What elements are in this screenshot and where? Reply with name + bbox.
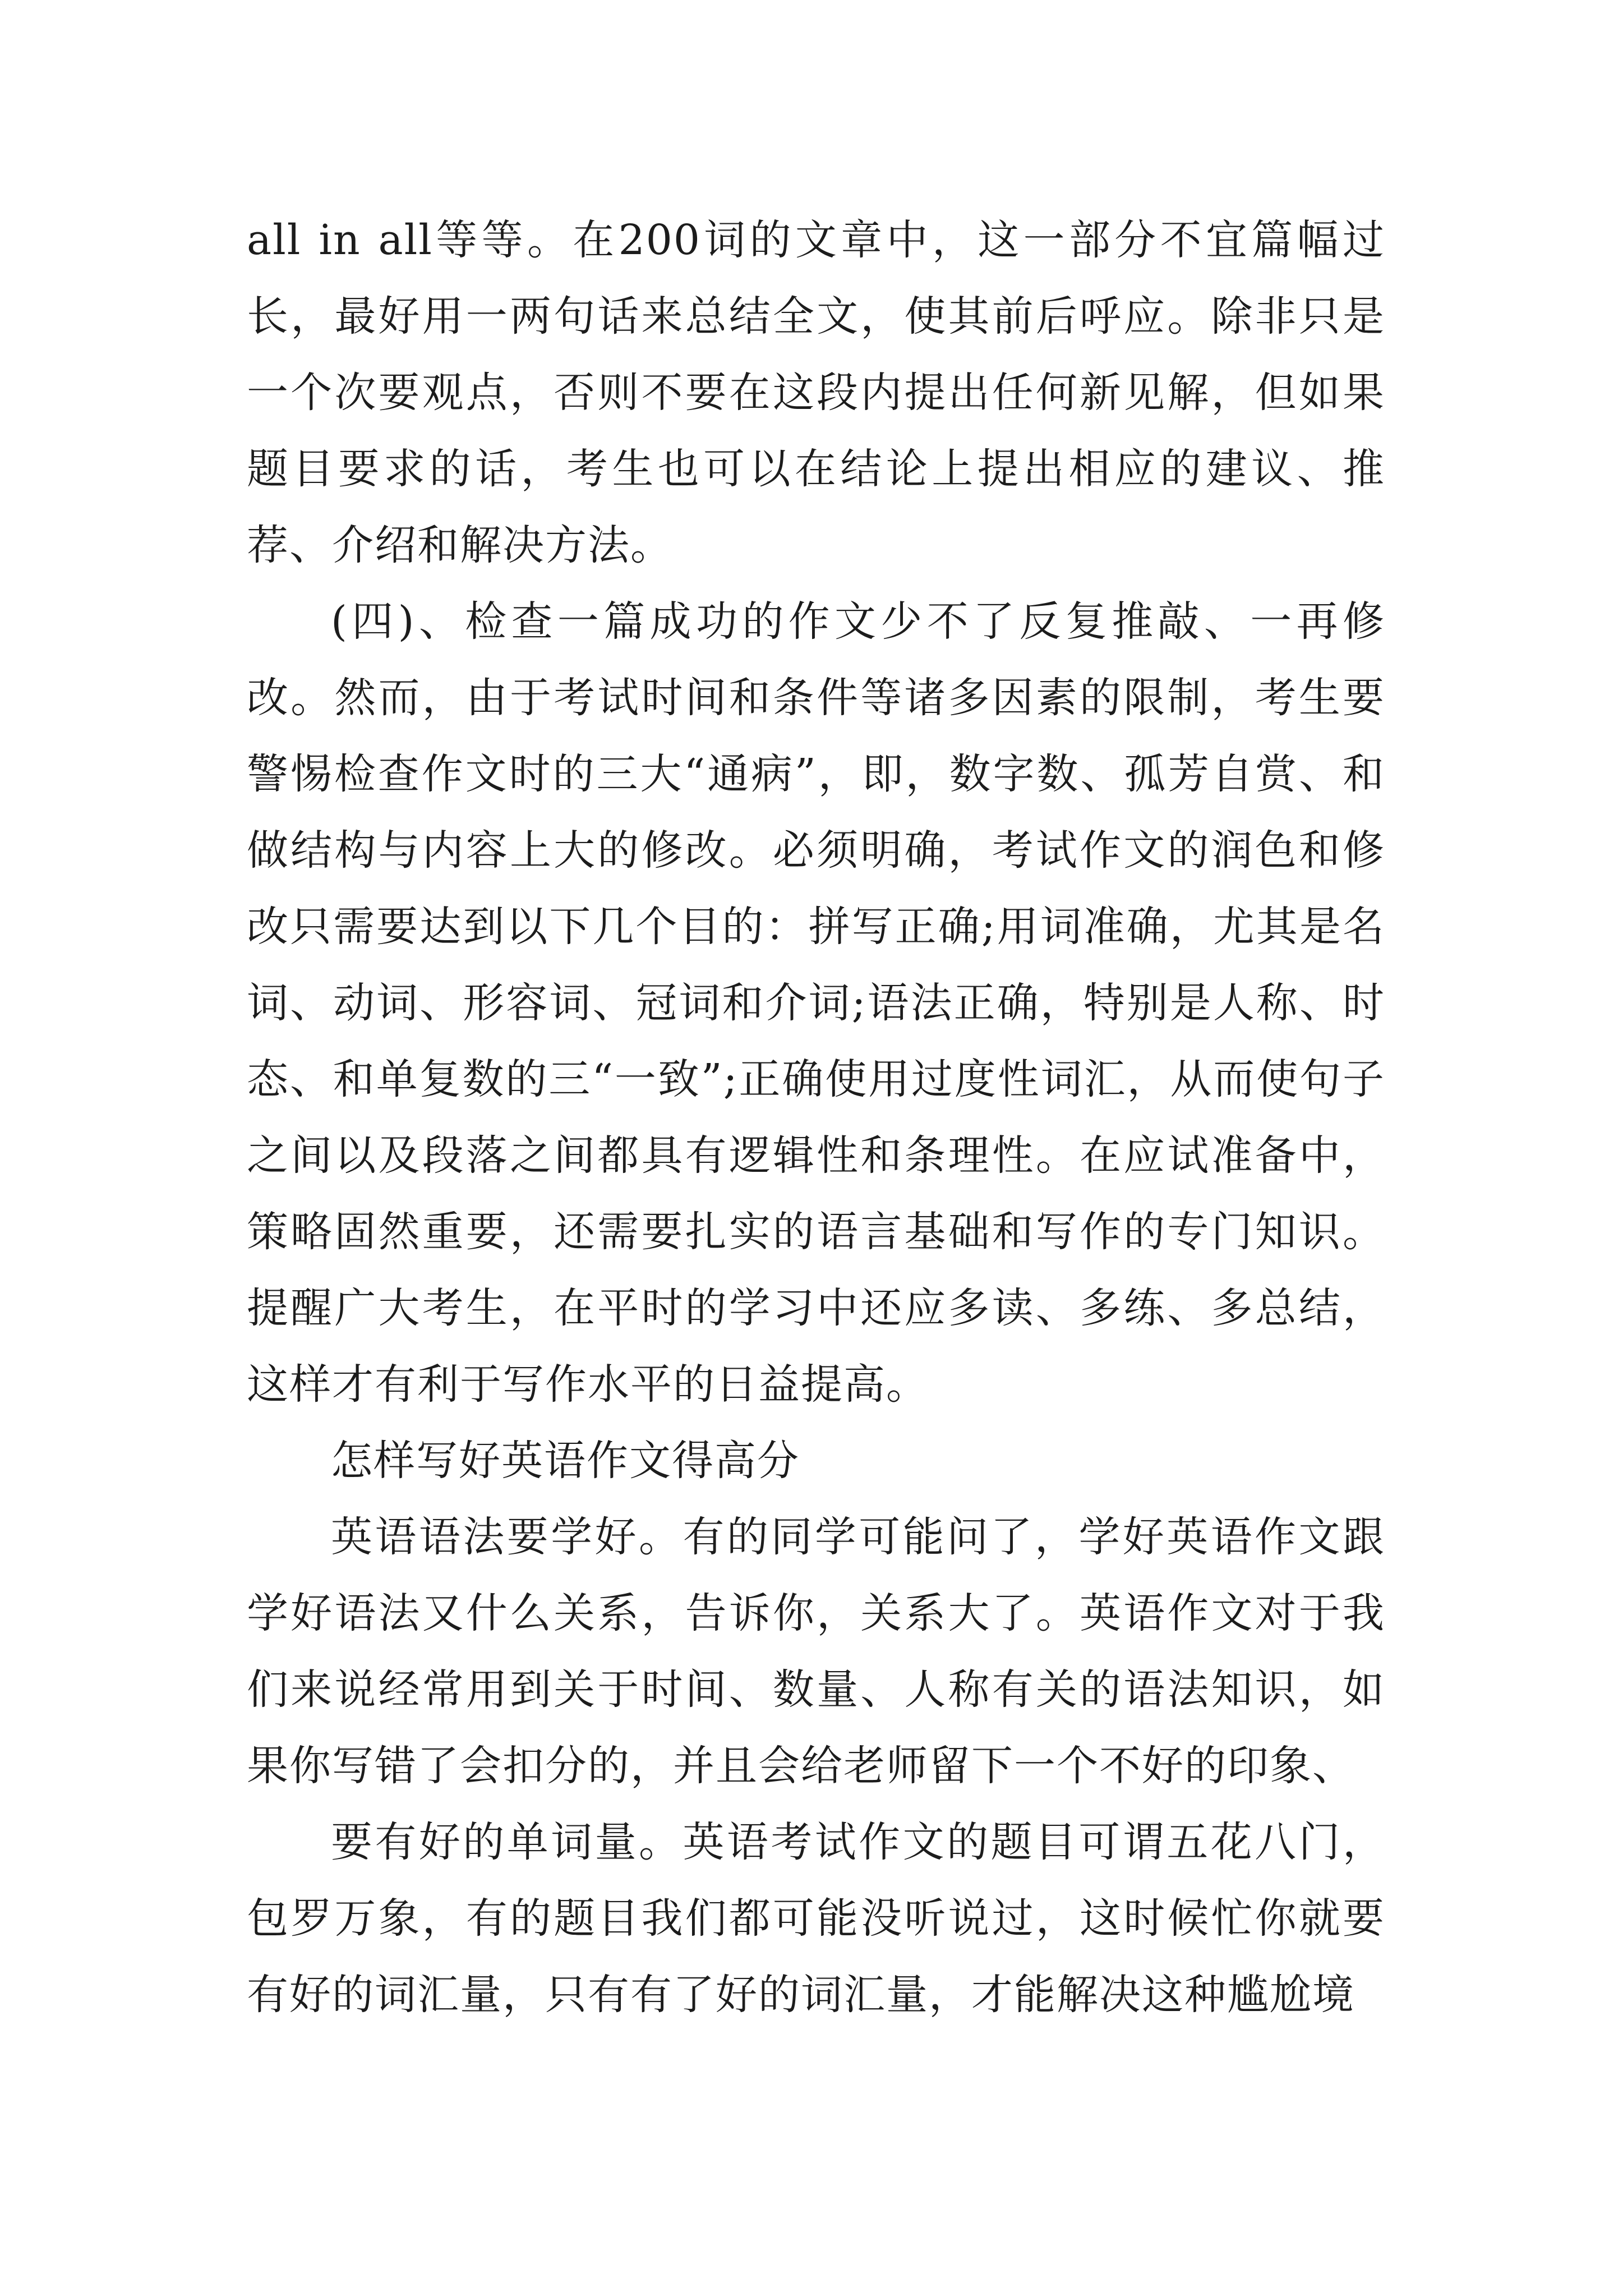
paragraph-checking: (四)、检查一篇成功的作文少不了反复推敲、一再修改。然而，由于考试时间和条件等诸多因素的限制，考生要警惕检查作文时的三大“通病”，即，数字数、孤芳自赏、和做结构与内容上大的修改。必须明确，考试作文的润色和修改只需要达到以下几个目的：拼写正确;用词准确，尤其是名词、动词、形容词、冠词和介词;语法正确，特别是人称、时态、和单复数的三“一致”;正确使用过度性词汇，从而使句子之间以及段落之间都具有逻辑性和条理性。在应试准备中，策略固然重要，还需要扎实的语言基础和写作的专门知识。提醒广大考生，在平时的学习中还应多读、多练、多总结，这样才有利于写作水平的日益提高。 (247, 597, 1385, 1409)
paragraph-grammar: 英语语法要学好。有的同学可能问了，学好英语作文跟学好语法又什么关系，告诉你，关系大了。英语作文对于我们来说经常用到关于时间、数量、人称有关的语法知识，如果你写错了会扣分的，并且会给老师留下一个不好的印象、 (247, 1513, 1385, 1790)
paragraph-conclusion: all in all等等。在200词的文章中，这一部分不宜篇幅过长，最好用一两句话来总结全文，使其前后呼应。除非只是一个次要观点，否则不要在这段内提出任何新见解，但如果题目要求的话，考生也可以在结论上提出相应的建议、推荐、介绍和解决方法。 (247, 216, 1385, 569)
document-body (247, 202, 1385, 2033)
paragraph-vocabulary: 要有好的单词量。英语考试作文的题目可谓五花八门，包罗万象，有的题目我们都可能没听说过，这时候忙你就要有好的词汇量，只有有了好的词汇量，才能解决这种尴尬境 (247, 1818, 1385, 2019)
section-heading: 怎样写好英语作文得高分 (331, 1437, 800, 1485)
